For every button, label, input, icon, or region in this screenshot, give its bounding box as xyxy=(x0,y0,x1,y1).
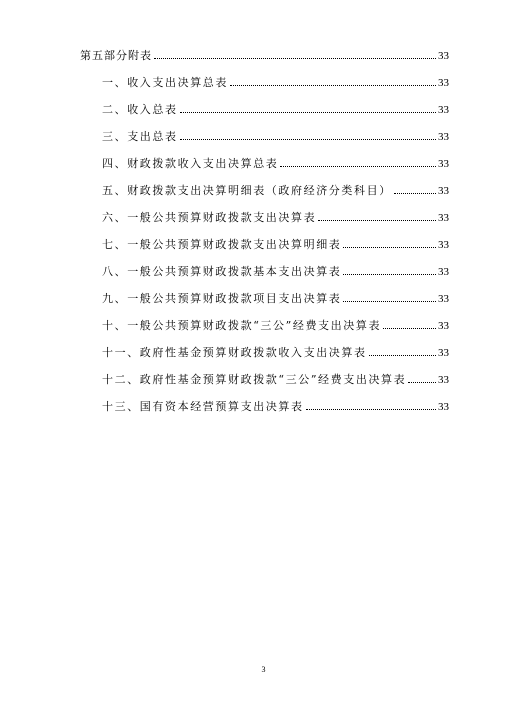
toc-entry-label: 二、收入总表 xyxy=(102,103,178,116)
toc-entry-page: 33 xyxy=(438,347,449,359)
toc-entry-part-five xyxy=(80,48,449,75)
toc-entry-page: 33 xyxy=(438,104,449,116)
toc-entry-label: 四、财政拨款收入支出决算总表 xyxy=(102,157,279,170)
toc-entry xyxy=(80,75,449,102)
toc-entry-page: 33 xyxy=(438,158,449,170)
toc-dot-leader xyxy=(343,301,436,302)
toc-entry xyxy=(80,291,449,318)
toc-dot-leader xyxy=(306,409,436,410)
toc-dot-leader xyxy=(154,58,436,59)
toc-entry-label: 八、一般公共预算财政拨款基本支出决算表 xyxy=(102,265,342,278)
toc-entry-page: 33 xyxy=(438,185,449,197)
toc-entry xyxy=(80,237,449,264)
toc-dot-leader xyxy=(343,274,436,275)
toc-entry-label: 第五部分附表 xyxy=(80,49,152,62)
toc-entry-label: 三、支出总表 xyxy=(102,130,178,143)
toc-dot-leader xyxy=(180,112,436,113)
toc-entry-page: 33 xyxy=(438,212,449,224)
table-of-contents xyxy=(80,48,449,426)
toc-entry-page: 33 xyxy=(438,131,449,143)
toc-dot-leader xyxy=(369,355,436,356)
toc-entry-page: 33 xyxy=(438,320,449,332)
toc-entry-page: 33 xyxy=(438,293,449,305)
toc-entry-label: 十一、政府性基金预算财政拨款收入支出决算表 xyxy=(102,346,367,359)
toc-entry xyxy=(80,264,449,291)
toc-entry-label: 六、一般公共预算财政拨款支出决算表 xyxy=(102,211,317,224)
toc-entry xyxy=(80,318,449,345)
toc-entry xyxy=(80,183,449,210)
toc-entry-label: 七、一般公共预算财政拨款支出决算明细表 xyxy=(102,238,342,251)
page-number: 3 xyxy=(261,665,266,674)
toc-entry xyxy=(80,345,449,372)
toc-entry xyxy=(80,399,449,426)
toc-dot-leader xyxy=(408,382,436,383)
toc-entry-page: 33 xyxy=(438,401,449,413)
toc-dot-leader xyxy=(383,328,436,329)
toc-entry-page: 33 xyxy=(438,239,449,251)
toc-entry-label: 九、一般公共预算财政拨款项目支出决算表 xyxy=(102,292,342,305)
toc-dot-leader xyxy=(230,85,436,86)
toc-entry xyxy=(80,129,449,156)
toc-entry-page: 33 xyxy=(438,77,449,89)
toc-dot-leader xyxy=(318,220,436,221)
toc-entry-label: 十三、国有资本经营预算支出决算表 xyxy=(102,400,304,413)
toc-entry-page: 33 xyxy=(438,374,449,386)
toc-entry-page: 33 xyxy=(438,266,449,278)
toc-dot-leader xyxy=(280,166,436,167)
toc-entry xyxy=(80,210,449,237)
toc-entry xyxy=(80,102,449,129)
toc-entry-label: 一、收入支出决算总表 xyxy=(102,76,228,89)
toc-dot-leader xyxy=(343,247,436,248)
toc-dot-leader xyxy=(180,139,436,140)
toc-entry-label: 十、一般公共预算财政拨款“三公”经费支出决算表 xyxy=(102,319,382,332)
toc-entry xyxy=(80,372,449,399)
toc-dot-leader xyxy=(394,193,436,194)
toc-entry-label: 十二、政府性基金预算财政拨款“三公”经费支出决算表 xyxy=(102,373,407,386)
toc-entry-page: 33 xyxy=(438,50,449,62)
toc-entry-label: 五、财政拨款支出决算明细表（政府经济分类科目） xyxy=(102,184,392,197)
toc-entry xyxy=(80,156,449,183)
